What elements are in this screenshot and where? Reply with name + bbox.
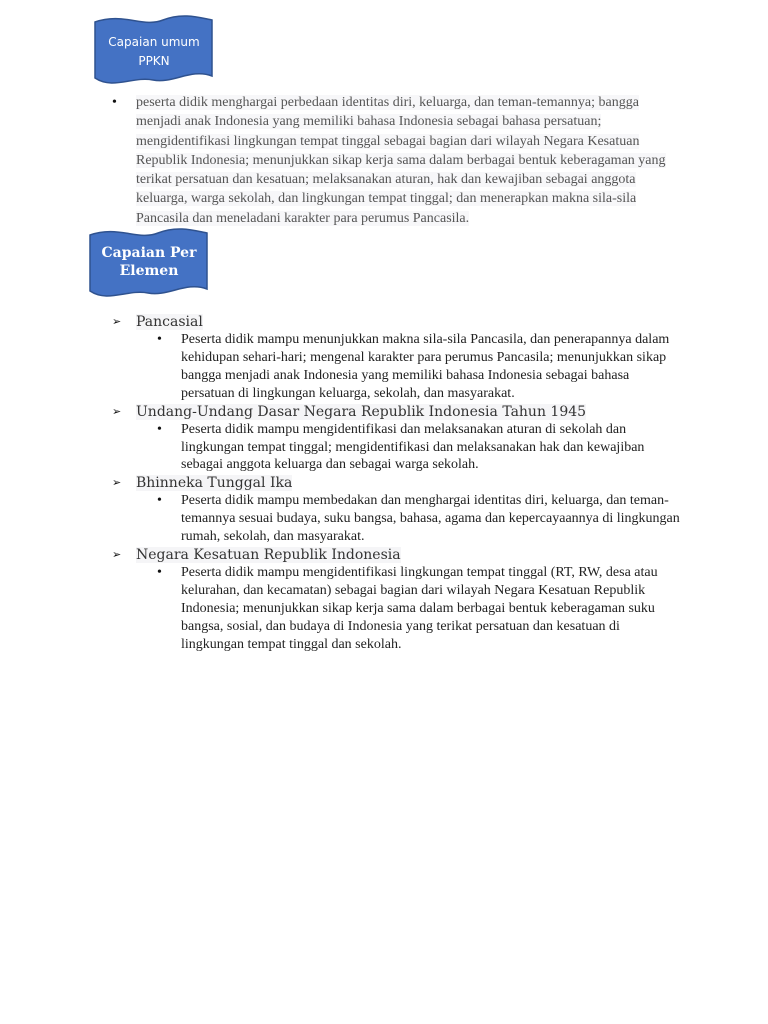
arrow-bullet-icon: ➢ xyxy=(112,548,122,562)
bullet-marker: • xyxy=(157,565,162,581)
bullet-marker: • xyxy=(157,493,162,509)
element-description xyxy=(157,421,682,475)
bullet-marker: • xyxy=(157,421,162,437)
element-heading xyxy=(112,313,682,331)
element-item-bhinneka-tunggal-ika xyxy=(112,474,682,546)
general-achievement-text: peserta didik menghargai perbedaan identitas diri, keluarga, dan teman-temannya; bangga menjadi anak Indonesia yang memiliki bahasa Indonesia sebagai bahasa persatuan; mengidentifikasi lingkungan tempat tinggal sebagai bagian dari wilayah Negara Kesatuan Republik Indonesia; menunjukkan sikap kerja sama dalam berbagai bentuk keberagaman yang terikat persatuan dan kesatuan; melaksanakan aturan, hak dan kewajiban sebagai anggota keluarga, warga sekolah, dan lingkungan tempat tinggal; dan menerapkan makna sila-sila Pancasila dan meneladani karakter para perumus Pancasila. xyxy=(136,95,666,226)
banner-capaian-umum-text: Capaian umum PPKN xyxy=(108,35,200,68)
element-description xyxy=(157,564,682,654)
arrow-bullet-icon: ➢ xyxy=(112,315,122,328)
element-description-text: Peserta didik mampu mengidentifikasi dan melaksanakan aturan di sekolah dan lingkungan tempat tinggal; mengidentifikasi dan melaksanakan hak dan kewajiban sebagai anggota keluarga dan sebagai warga sekolah. xyxy=(181,421,645,473)
banner-capaian-per-elemen xyxy=(88,227,210,301)
element-item-uud-1945 xyxy=(112,403,682,475)
element-achievement-list xyxy=(112,313,682,654)
element-title: Bhinneka Tunggal Ika xyxy=(136,475,293,492)
element-item-nkri xyxy=(112,546,682,654)
element-description xyxy=(157,492,682,546)
arrow-bullet-icon: ➢ xyxy=(112,404,122,418)
element-title: Undang-Undang Dasar Negara Republik Indonesia Tahun 1945 xyxy=(136,403,587,420)
element-heading xyxy=(112,546,682,564)
element-title: Pancasial xyxy=(136,314,203,330)
element-description-text: Peserta didik mampu membedakan dan menghargai identitas diri, keluarga, dan teman-temannya sesuai budaya, suku bangsa, bahasa, agama dan kepercayaannya di lingkungan rumah, sekolah, dan masyarakat. xyxy=(181,493,680,545)
element-description-text: Peserta didik mampu menunjukkan makna sila-sila Pancasila, dan penerapannya dalam kehidupan sehari-hari; mengenal karakter para perumus Pancasila; menunjukkan sikap bangga menjadi anak Indonesia yang memiliki bahasa Indonesia sebagai bahasa persatuan di lingkungan keluarga, sekolah, dan masyarakat. xyxy=(181,332,670,401)
element-title: Negara Kesatuan Republik Indonesia xyxy=(136,547,401,564)
bullet-marker: • xyxy=(112,95,117,110)
banner-capaian-umum xyxy=(93,14,215,88)
element-heading xyxy=(112,474,682,492)
element-item-pancasila xyxy=(112,313,682,403)
element-heading xyxy=(112,403,682,421)
arrow-bullet-icon: ➢ xyxy=(112,476,122,490)
list-item xyxy=(112,93,682,228)
bullet-marker: • xyxy=(157,332,162,347)
banner-capaian-per-elemen-text: Capaian Per Elemen xyxy=(101,245,197,279)
general-achievement-section xyxy=(112,93,682,228)
general-achievement-list xyxy=(112,93,682,228)
element-description xyxy=(157,331,682,403)
element-description-text: Peserta didik mampu mengidentifikasi lingkungan tempat tinggal (RT, RW, desa atau kelurahan, dan kecamatan) sebagai bagian dari wilayah Negara Kesatuan Republik Indonesia; menunjukkan sikap kerja sama dalam berbagai bentuk keberagaman suku bangsa, sosial, dan budaya di Indonesia yang terikat persatuan dan kesatuan di lingkungan tempat tinggal dan sekolah. xyxy=(181,565,658,652)
